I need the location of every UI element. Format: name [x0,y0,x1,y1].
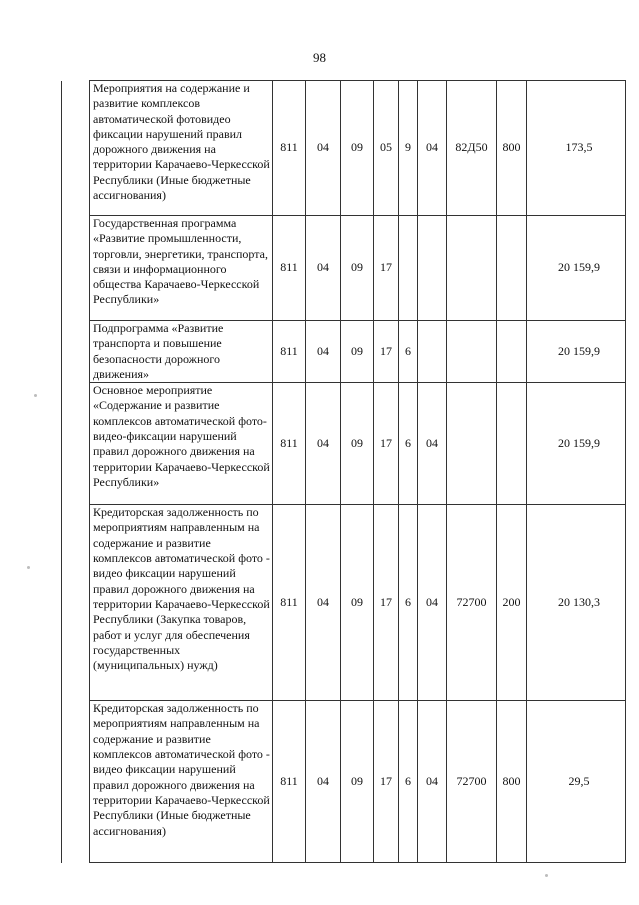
subprogram-code: 6 [399,505,418,701]
table-row [62,505,626,701]
row-name: Основное мероприятие «Содержание и развитие комплексов автоматической фото-видео-фиксации нарушений правил дорожного движения на территории Карачаево-Черкесской Республики» [90,383,273,505]
subprogram-code [399,216,418,321]
empty-cell [62,383,90,505]
expense-type-code: 800 [497,701,527,863]
row-name: Кредиторская задолженность по мероприятиям направленным на содержание и развитие комплексов автоматической фото - видео фиксации нарушений правил дорожного движения на территории Карачаево-Черкесской Республики (Закупка товаров, работ и услуг для обеспечения государственных (муниципальных) нужд) [90,505,273,701]
subprogram-code: 6 [399,701,418,863]
section-code: 04 [306,383,341,505]
program-code: 17 [374,216,399,321]
direction-code [447,321,497,383]
subsection-code: 09 [341,505,374,701]
amount: 20 159,9 [527,216,626,321]
admin-code: 811 [273,216,306,321]
amount: 29,5 [527,701,626,863]
empty-cell [62,505,90,701]
table-row [62,383,626,505]
subsection-code: 09 [341,383,374,505]
event-code [418,216,447,321]
event-code: 04 [418,505,447,701]
section-code: 04 [306,321,341,383]
row-name: Мероприятия на содержание и развитие комплексов автоматической фотовидео фиксации нарушений правил дорожного движения на территории Карачаево-Черкесской Республики (Иные бюджетные ассигнования) [90,81,273,216]
table-row [62,81,626,216]
empty-cell [62,701,90,863]
empty-cell [62,216,90,321]
empty-cell [62,81,90,216]
admin-code: 811 [273,383,306,505]
expense-type-code [497,216,527,321]
page-number: 98 [313,50,326,65]
subsection-code: 09 [341,81,374,216]
program-code: 17 [374,505,399,701]
admin-code: 811 [273,321,306,383]
amount: 173,5 [527,81,626,216]
subprogram-code: 9 [399,81,418,216]
admin-code: 811 [273,701,306,863]
scan-speck [34,394,37,397]
expense-type-code [497,321,527,383]
budget-table [61,80,626,863]
row-name: Государственная программа «Развитие промышленности, торговли, энергетики, транспорта, связи и информационного общества Карачаево-Черкесской Республики» [90,216,273,321]
direction-code [447,383,497,505]
amount: 20 159,9 [527,383,626,505]
expense-type-code [497,383,527,505]
section-code: 04 [306,216,341,321]
subsection-code: 09 [341,216,374,321]
section-code: 04 [306,505,341,701]
event-code: 04 [418,701,447,863]
expense-type-code: 800 [497,81,527,216]
row-name: Подпрограмма «Развитие транспорта и повышение безопасности дорожного движения» [90,321,273,383]
subprogram-code: 6 [399,321,418,383]
program-code: 17 [374,321,399,383]
event-code [418,321,447,383]
amount: 20 159,9 [527,321,626,383]
event-code: 04 [418,81,447,216]
empty-cell [62,321,90,383]
admin-code: 811 [273,505,306,701]
program-code: 05 [374,81,399,216]
program-code: 17 [374,701,399,863]
amount: 20 130,3 [527,505,626,701]
direction-code [447,216,497,321]
direction-code: 82Д50 [447,81,497,216]
direction-code: 72700 [447,701,497,863]
subsection-code: 09 [341,321,374,383]
section-code: 04 [306,81,341,216]
table-row [62,701,626,863]
table-row [62,216,626,321]
table-row [62,321,626,383]
admin-code: 811 [273,81,306,216]
row-name: Кредиторская задолженность по мероприятиям направленным на содержание и развитие комплексов автоматической фото - видео фиксации нарушений правил дорожного движения на территории Карачаево-Черкесской Республики (Иные бюджетные ассигнования) [90,701,273,863]
direction-code: 72700 [447,505,497,701]
scan-speck [545,874,548,877]
section-code: 04 [306,701,341,863]
subsection-code: 09 [341,701,374,863]
subprogram-code: 6 [399,383,418,505]
event-code: 04 [418,383,447,505]
program-code: 17 [374,383,399,505]
expense-type-code: 200 [497,505,527,701]
scan-speck [27,566,30,569]
